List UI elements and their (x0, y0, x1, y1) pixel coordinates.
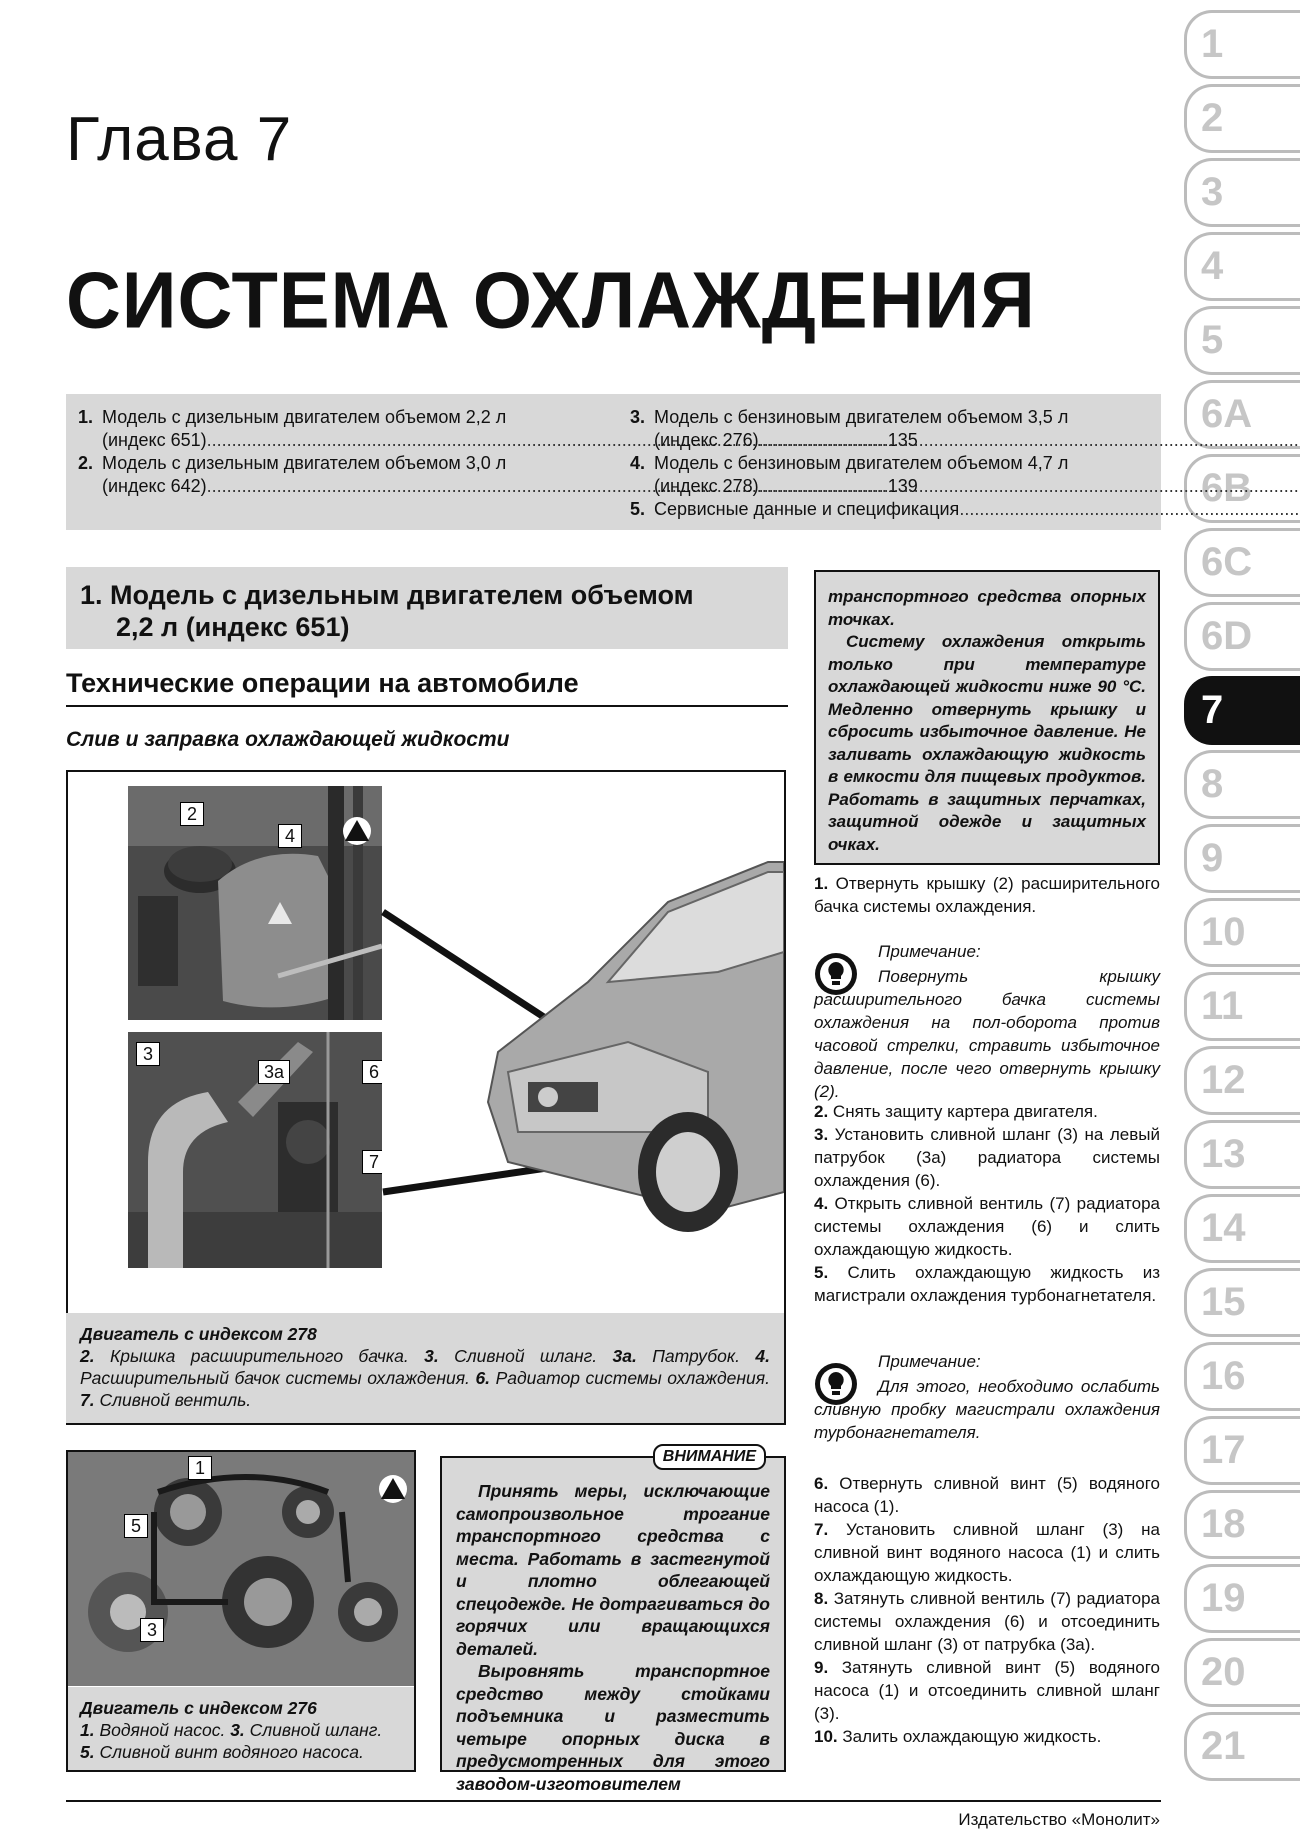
note-2 (814, 1352, 1160, 1442)
callout-6: 6 (362, 1060, 382, 1084)
figure1-caption-title: Двигатель с индексом 278 (80, 1324, 317, 1344)
tab-5[interactable]: 5 (1184, 306, 1300, 375)
toc-label: Модель с бензиновым двигателем объемом 3,5 л (654, 407, 1069, 427)
step-5: 5. Слить охлаждающую жидкость из магистрали охлаждения турбонагнетателя. (814, 1263, 1160, 1305)
tab-20[interactable]: 20 (1184, 1638, 1300, 1707)
toc-num: 4. (630, 453, 646, 473)
callout-7: 7 (362, 1150, 382, 1174)
table-of-contents (66, 394, 1161, 530)
chapter-tabs (1184, 10, 1300, 1786)
toc-label-cont: (индекс 278) (654, 476, 759, 496)
tab-21[interactable]: 21 (1184, 1712, 1300, 1781)
tab-12[interactable]: 12 (1184, 1046, 1300, 1115)
callout-2: 2 (180, 802, 204, 826)
warning-triangle-icon (376, 1474, 410, 1504)
step-1: 1. Отвернуть крышку (2) расширительного бачка системы охлаждения. (814, 874, 1160, 916)
toc-label: Модель с дизельным двигателем объемом 3,0 л (102, 453, 507, 473)
procedure-title: Слив и заправка охлаждающей жидкости (66, 728, 510, 751)
chapter-number: Глава 7 (66, 105, 293, 174)
tab-6d[interactable]: 6D (1184, 602, 1300, 671)
warning-label: ВНИМАНИЕ (653, 1444, 766, 1470)
toc-num: 2. (78, 453, 94, 473)
note-1 (814, 942, 1160, 1101)
publisher-footer: Издательство «Монолит» (958, 1810, 1160, 1829)
toc-label-cont: (индекс 642) (102, 476, 207, 496)
tab-16[interactable]: 16 (1184, 1342, 1300, 1411)
tab-6a[interactable]: 6A (1184, 380, 1300, 449)
section-header (66, 567, 788, 649)
note-1-heading: Примечание: (878, 942, 981, 961)
warning-cont-text-2: Систему охлаждения открыть только при температуре охлаждающей жидкости ниже 90 °С. Медленно отвернуть крышку и сбросить избыточное давление. Не заливать охлаждающую жидкость в емкости для пищевых продуктов. Работать в защитных перчатках, защитной одежде и защитных очках. (828, 632, 1146, 854)
tab-1[interactable]: 1 (1184, 10, 1300, 79)
callout-3: 3 (140, 1618, 164, 1642)
callout-5: 5 (124, 1514, 148, 1538)
tab-6b[interactable]: 6B (1184, 454, 1300, 523)
step-3: 3. Установить сливной шланг (3) на левый патрубок (3a) радиатора системы охлаждения (6). (814, 1125, 1160, 1190)
toc-item-3[interactable] (630, 406, 1150, 452)
tab-10[interactable]: 10 (1184, 898, 1300, 967)
toc-label: Модель с бензиновым двигателем объемом 4,7 л (654, 453, 1069, 473)
tab-17[interactable]: 17 (1184, 1416, 1300, 1485)
engine-belt-illustration (68, 1452, 414, 1686)
toc-label-cont: (индекс 276) (654, 430, 759, 450)
warning-text-1: Принять меры, исключающие самопроизвольное трогание транспортного средства с места. Работать в застегнутой и плотно облегающей спецодежде. Не дотрагиваться до горячих или вращающихся деталей. (456, 1481, 770, 1659)
tab-6c[interactable]: 6C (1184, 528, 1300, 597)
steps-6-10 (814, 1472, 1160, 1748)
section-title-line2: 2,2 л (индекс 651) (116, 612, 350, 642)
tab-3[interactable]: 3 (1184, 158, 1300, 227)
footer-divider (66, 1800, 1161, 1802)
tab-2[interactable]: 2 (1184, 84, 1300, 153)
note-2-heading: Примечание: (878, 1352, 981, 1371)
section-title-line1: 1. Модель с дизельным двигателем объемом (80, 580, 694, 610)
toc-num: 1. (78, 407, 94, 427)
subsection-title: Технические операции на автомобиле (66, 668, 788, 707)
toc-item-4[interactable] (630, 452, 1150, 498)
page-title: СИСТЕМА ОХЛАЖДЕНИЯ (66, 256, 1036, 346)
tab-11[interactable]: 11 (1184, 972, 1300, 1041)
figure1-caption (66, 1313, 784, 1423)
steps-2-5 (814, 1100, 1160, 1307)
toc-label-cont: (индекс 651) (102, 430, 207, 450)
figure2-caption-title: Двигатель с индексом 276 (80, 1698, 317, 1718)
toc-page: 135 (887, 430, 918, 450)
callout-4: 4 (278, 824, 302, 848)
tab-18[interactable]: 18 (1184, 1490, 1300, 1559)
tab-13[interactable]: 13 (1184, 1120, 1300, 1189)
tab-7-active[interactable]: 7 (1184, 676, 1300, 745)
warning-box (440, 1448, 786, 1794)
toc-num: 5. (630, 499, 646, 519)
figure1-caption-text: 2. Крышка расширительного бачка. 3. Сливной шланг. 3a. Патрубок. 4. Расширительный бачок системы охлаждения. 6. Радиатор системы охлаждения. 7. Сливной вентиль. (80, 1346, 770, 1410)
tab-8[interactable]: 8 (1184, 750, 1300, 819)
callout-3: 3 (136, 1042, 160, 1066)
figure2-caption (68, 1687, 414, 1770)
step-4: 4. Открыть сливной вентиль (7) радиатора системы охлаждения (6) и слить охлаждающую жидкость. (814, 1194, 1160, 1259)
car-illustration (68, 772, 784, 1312)
toc-label: Сервисные данные и спецификация (654, 499, 960, 519)
figure2-caption-line1: 1. Водяной насос. 3. Сливной шланг. (80, 1720, 383, 1740)
warning-box-continued (814, 570, 1160, 865)
step-9: 9. Затянуть сливной винт (5) водяного насоса (1) и отсоединить сливной шланг (3). (814, 1658, 1160, 1723)
callout-3a: 3a (258, 1060, 290, 1084)
callout-1: 1 (188, 1456, 212, 1480)
step-10: 10. Залить охлаждающую жидкость. (814, 1727, 1102, 1746)
warning-text-2: Выровнять транспортное средство между стойками подъемника и разместить четыре опорных диска в предусмотренных для этого заводом-изготовителем (456, 1661, 770, 1794)
toc-item-5[interactable] (630, 498, 1150, 521)
tab-15[interactable]: 15 (1184, 1268, 1300, 1337)
tab-9[interactable]: 9 (1184, 824, 1300, 893)
warning-cont-text-1: транспортного средства опорных точках. (828, 587, 1146, 629)
note-2-text: Для этого, необходимо ослабить сливную пробку магистрали охлаждения турбонагнетателя. (814, 1377, 1160, 1442)
toc-num: 3. (630, 407, 646, 427)
tab-14[interactable]: 14 (1184, 1194, 1300, 1263)
tab-4[interactable]: 4 (1184, 232, 1300, 301)
toc-page: 139 (887, 476, 918, 496)
note-1-text: Повернуть крышку расширительного бачка системы охлаждения на пол-оборота против часовой стрелки, стравить избыточное давление, после чего отвернуть крышку (2). (814, 967, 1160, 1101)
figure2-caption-line2: 5. Сливной винт водяного насоса. (80, 1742, 364, 1762)
step-2: 2. Снять защиту картера двигателя. (814, 1102, 1098, 1121)
step-8: 8. Затянуть сливной вентиль (7) радиатора системы охлаждения (6) и отсоединить сливной шланг (3) от патрубка (3a). (814, 1589, 1160, 1654)
step-6: 6. Отвернуть сливной винт (5) водяного насоса (1). (814, 1474, 1160, 1516)
step-7: 7. Установить сливной шланг (3) на сливной винт водяного насоса (1) и слить охлаждающую жидкость. (814, 1520, 1160, 1585)
toc-label: Модель с дизельным двигателем объемом 2,2 л (102, 407, 507, 427)
tab-19[interactable]: 19 (1184, 1564, 1300, 1633)
